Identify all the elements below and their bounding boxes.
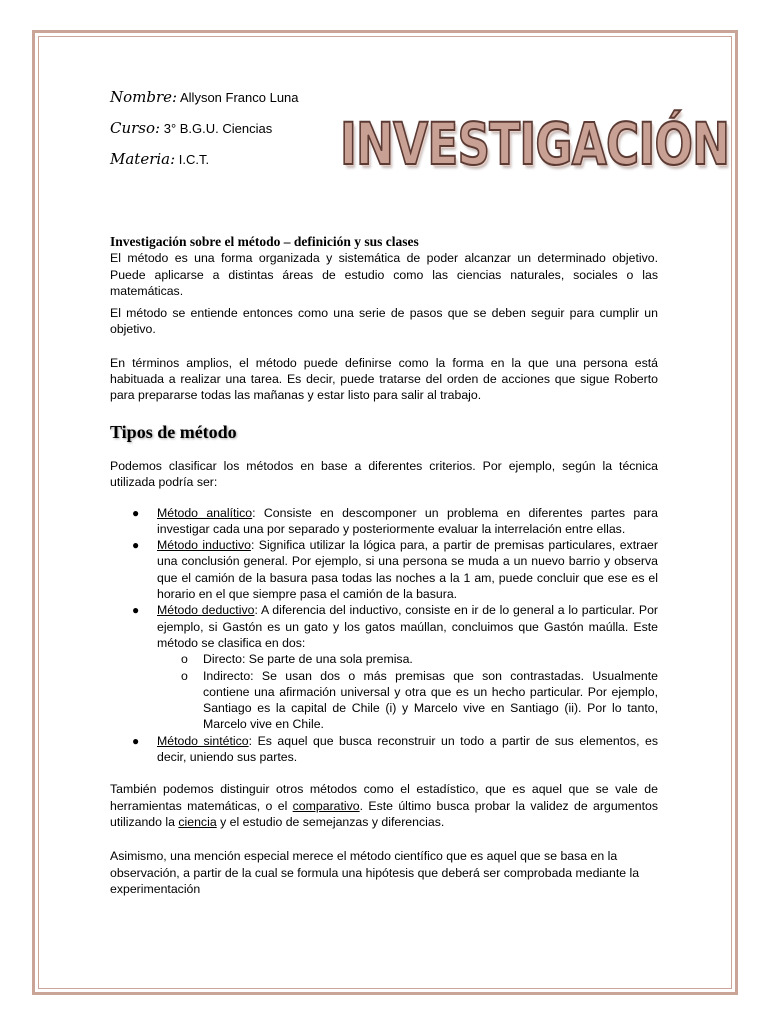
comparativo-link[interactable]: comparativo	[292, 798, 360, 813]
circle-bullet-icon: o	[181, 668, 188, 683]
otros-text-c: y el estudio de semejanzas y diferencias.	[216, 814, 445, 829]
method-description: : Es aquel que busca reconstruir un todo a partir de sus elementos, es decir, uniendo sus partes.	[157, 733, 658, 765]
method-description: : A diferencia del inductivo, consiste en ir de lo general a lo particular. Por ejemplo, si Gastón es un gato y los gatos maúllan, concluimos que Gastón maúlla. Este método se clasifica en dos:	[157, 603, 658, 650]
curso-label: Curso:	[110, 119, 161, 137]
materia-label: Materia:	[110, 150, 176, 168]
bullet-icon: ●	[132, 603, 140, 618]
investigacion-title-art: INVESTIGACIÓN	[340, 110, 730, 178]
paragraph-intro: Podemos clasificar los métodos en base a diferentes criterios. Por ejemplo, según la técnica utilizada podría ser:	[110, 458, 658, 490]
paragraph-steps: El método se entiende entonces como una serie de pasos que se deben seguir para cumplir un objetivo.	[110, 306, 658, 337]
sub-item-text: Indirecto: Se usan dos o más premisas que son contrastadas. Usualmente contiene una afirmación universal y otra que es un hecho particular. Por ejemplo, Santiago es la capital de Chile (i) y Marcelo vive en Santiago (ii). Por lo tanto, Marcelo vive en Chile.	[203, 668, 658, 732]
nombre-line	[110, 88, 299, 106]
section-heading: Investigación sobre el método – definición y sus clases	[110, 234, 419, 249]
paragraph-otros-metodos	[110, 781, 658, 830]
paragraph-terms: En términos amplios, el método puede definirse como la forma en la que una persona está habituada a realizar una tarea. Es decir, puede tratarse del orden de acciones que sigue Roberto para prepararse todas las mañanas y estar listo para salir al trabajo.	[110, 355, 658, 403]
tipos-heading: Tipos de método	[110, 421, 237, 442]
method-term: Método sintético	[157, 733, 249, 748]
list-item	[110, 733, 658, 766]
list-item	[110, 537, 658, 602]
otros-text-a: También podemos distinguir otros métodos como el estadístico, que es aquel que se vale de herramientas matemáticas, o el	[110, 782, 658, 813]
list-item	[110, 602, 658, 732]
bullet-icon: ●	[132, 505, 140, 520]
nombre-value: Allyson Franco Luna	[180, 90, 299, 105]
paragraph-metodo-cientifico: Asimismo, una mención especial merece el método científico que es aquel que se basa en la observación, a partir de la cual se formula una hipótesis que deberá ser comprobada mediante la experimentación	[110, 849, 640, 896]
method-description: : Significa utilizar la lógica para, a partir de premisas particulares, extraer una conclusión general. Por ejemplo, si una persona se muda a un nuevo barrio y observa que el camión de la basura pasa todas las noches a la 1 am, puede concluir que ese es el horario en el que siempre pasa el camión de la basura.	[157, 538, 658, 602]
paragraph-definition: El método es una forma organizada y sistemática de poder alcanzar un determinado objetivo. Puede aplicarse a distintas áreas de estudio como las ciencias naturales, sociales o las matemáticas.	[110, 251, 658, 298]
materia-value: I.C.T.	[178, 152, 210, 167]
nombre-label: Nombre:	[110, 88, 178, 106]
materia-line	[110, 150, 209, 168]
bullet-icon: ●	[132, 538, 140, 553]
method-list	[110, 505, 658, 766]
method-description: : Consiste en descomponer un problema en diferentes partes para investigar cada una por separado y posteriormente evaluar la interrelación entre ellas.	[157, 505, 659, 536]
ciencia-link[interactable]: ciencia	[178, 814, 217, 829]
list-item	[110, 505, 658, 538]
circle-bullet-icon: o	[181, 652, 188, 667]
document-body	[110, 234, 658, 897]
sub-list-item	[157, 651, 658, 667]
method-term: Método deductivo	[157, 603, 255, 618]
sub-list-item	[157, 668, 658, 733]
otros-text-b: . Este último busca probar la validez de argumentos utilizando la	[110, 798, 658, 829]
sub-item-text: Directo: Se parte de una sola premisa.	[203, 652, 413, 667]
method-term: Método inductivo	[157, 538, 251, 553]
sub-list	[157, 651, 658, 732]
curso-value: 3° B.G.U. Ciencias	[163, 121, 273, 136]
curso-line	[110, 119, 272, 137]
method-term: Método analítico	[157, 505, 253, 520]
bullet-icon: ●	[132, 733, 140, 748]
